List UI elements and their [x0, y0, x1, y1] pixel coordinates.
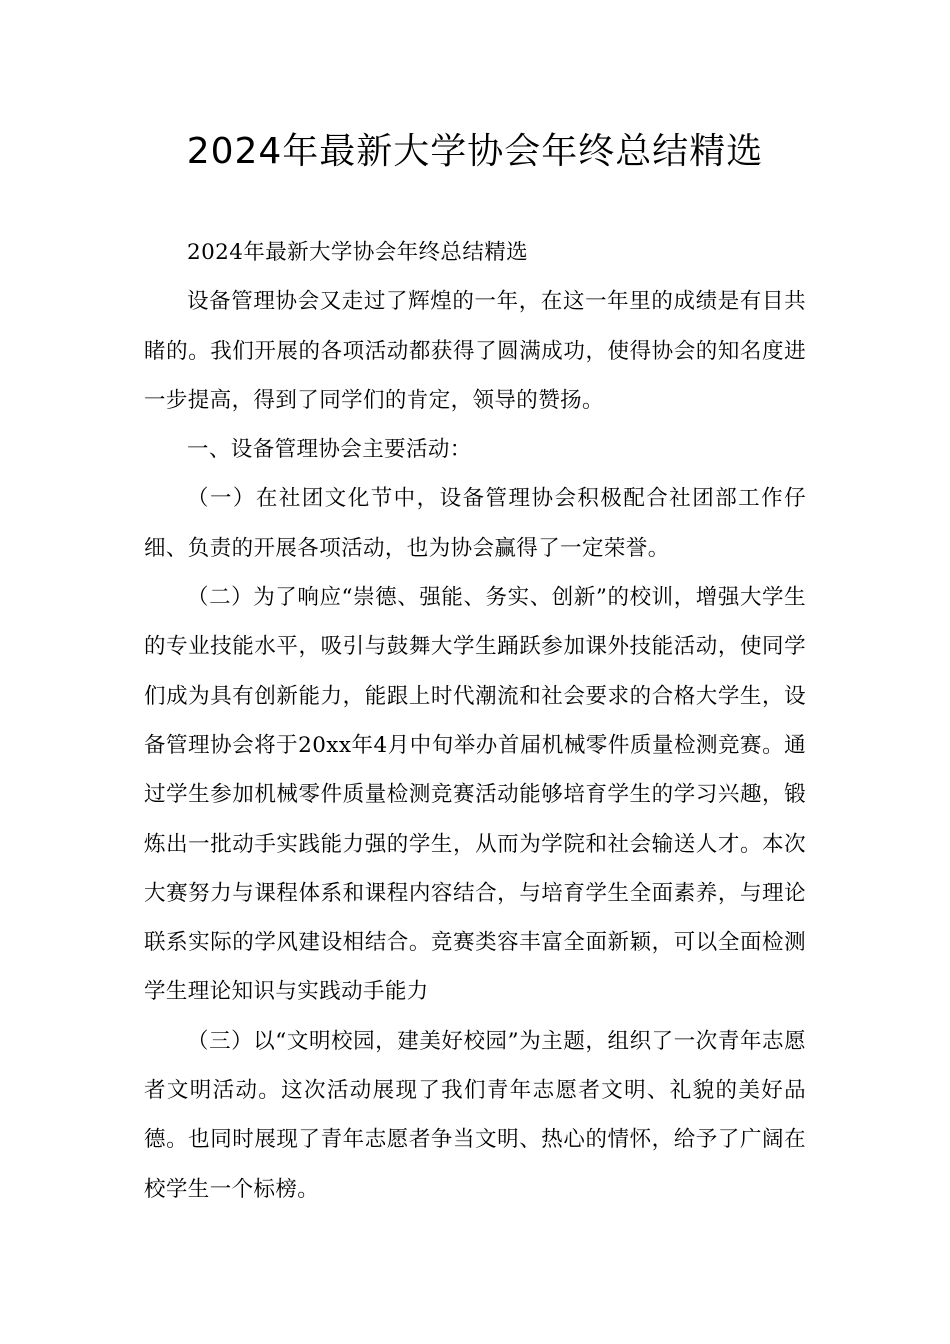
paragraph-subtitle: 2024年最新大学协会年终总结精选 — [187, 240, 529, 265]
paragraph-activity-1: （一）在社团文化节中，设备管理协会积极配合社团部工作仔细、负责的开展各项活动，也为协会赢得了一定荣誉。 — [144, 486, 806, 561]
paragraph-activity-2: （二）为了响应“崇德、强能、务实、创新”的校训，增强大学生的专业技能水平，吸引与鼓舞大学生踊跃参加课外技能活动，使同学们成为具有创新能力，能跟上时代潮流和社会要求的合格大学生，设备管理协会将于20xx年4月中旬举办首届机械零件质量检测竞赛。通过学生参加机械零件质量检测竞赛活动能够培育学生的学习兴趣，锻炼出一批动手实践能力强的学生，从而为学院和社会输送人才。本次大赛努力与课程体系和课程内容结合，与培育学生全面素养，与理论联系实际的学风建设相结合。竞赛类容丰富全面新颖，可以全面检测学生理论知识与实践动手能力 — [144, 585, 806, 1005]
document-body — [144, 228, 806, 1214]
section-heading-main-activities: 一、设备管理协会主要活动： — [187, 437, 472, 463]
paragraph-activity-3: （三）以“文明校园，建美好校园”为主题，组织了一次青年志愿者文明活动。这次活动展现了我们青年志愿者文明、礼貌的美好品德。也同时展现了青年志愿者争当文明、热心的情怀，给予了广阔在校学生一个标榜。 — [144, 1028, 806, 1202]
document-title: 2024年最新大学协会年终总结精选 — [186, 131, 764, 172]
paragraph-intro: 设备管理协会又走过了辉煌的一年，在这一年里的成绩是有目共睹的。我们开展的各项活动都获得了圆满成功，使得协会的知名度进一步提高，得到了同学们的肯定，领导的赞扬。 — [144, 289, 806, 413]
